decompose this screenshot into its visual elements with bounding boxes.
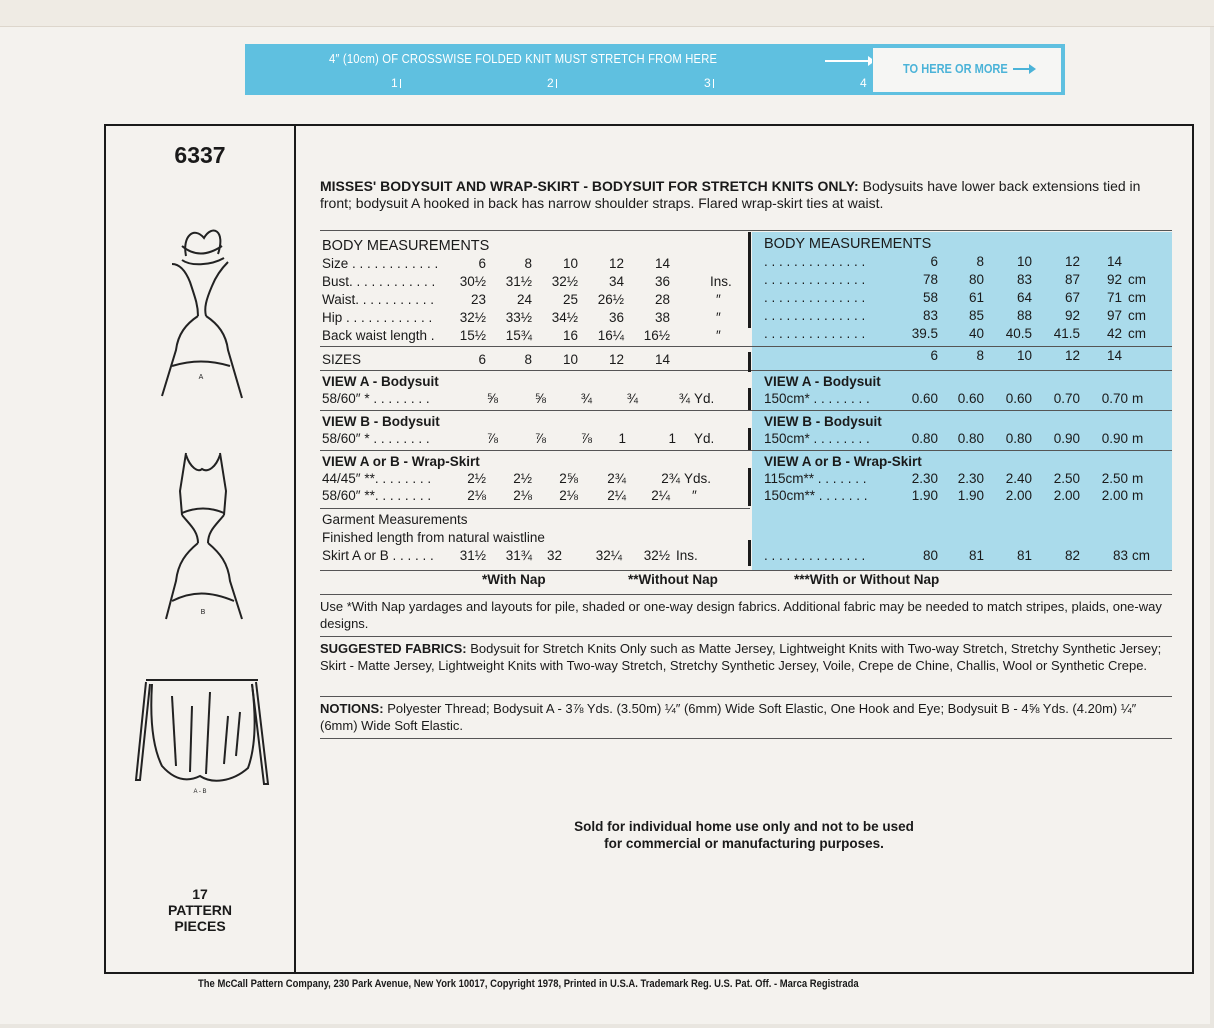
row-label: 150cm** . . . . . . . [764, 488, 868, 503]
cell: 0.70 [1101, 391, 1128, 406]
cell: 38 [654, 310, 670, 325]
cell: 36 [608, 310, 624, 325]
cell: 31½ [505, 274, 532, 289]
cell: 12 [1064, 254, 1080, 269]
cell: ⅞ [580, 431, 592, 446]
cell: 32¼ [595, 548, 622, 563]
cell: 2.40 [1005, 471, 1032, 486]
cell: 78 [922, 272, 938, 287]
cell: 2.00 [1053, 488, 1080, 503]
row-label: Hip . . . . . . . . . . . . [322, 310, 433, 325]
row-label: . . . . . . . . . . . . . . [764, 308, 866, 323]
cell: 10 [562, 256, 578, 271]
cell: 67 [1064, 290, 1080, 305]
fabrics-text: Bodysuit for Stretch Knits Only such as Matte Jersey, Lightweight Knits with Two-way Stretch, Stretchy Synthetic Jersey; Skirt - Matte Jersey, Lightweight Knits with Two-way Stretch, Stretchy Synthetic Jersey, Voile, Crepe de Chine, Challis, Wool or Synthetic Crepe. [320, 641, 1162, 673]
gauge-tick: 4 [860, 76, 867, 90]
row-label: 115cm** . . . . . . . [764, 471, 867, 486]
cell: 88 [1016, 308, 1032, 323]
cell: 2.30 [911, 471, 938, 486]
cell: 2⅛ [467, 488, 486, 503]
cell: ⅞ [534, 431, 546, 446]
metric-heading: BODY MEASUREMENTS [764, 236, 932, 252]
cell: 2.50 [1053, 471, 1080, 486]
row-label: 150cm* . . . . . . . . [764, 431, 870, 446]
pattern-details [296, 126, 1192, 972]
cell: 15¾ [505, 328, 532, 343]
size: 6 [930, 348, 938, 363]
cell: 58 [922, 290, 938, 305]
cell: 14 [654, 256, 670, 271]
pieces-number: 17 [192, 886, 208, 902]
size: 10 [562, 352, 578, 367]
cell: ¾ [580, 391, 592, 406]
garment-heading: Garment Measurements [322, 512, 468, 527]
bodysuit-b-sketch-icon [146, 451, 256, 621]
row-label: . . . . . . . . . . . . . . [764, 326, 866, 341]
arrow-right-icon [825, 60, 871, 62]
row-label: Size . . . . . . . . . . . . [322, 256, 439, 271]
cell: 14 [1106, 254, 1122, 269]
cell: 15½ [459, 328, 486, 343]
cell: 2¼ [607, 488, 626, 503]
cell: 26½ [597, 292, 624, 307]
unit: m [1132, 391, 1144, 406]
suggested-fabrics [320, 640, 1172, 674]
unit: Ins. [710, 274, 732, 289]
stretch-gauge [245, 44, 1065, 95]
unit: cm [1132, 548, 1150, 563]
cell: ⅝ [534, 391, 546, 406]
cell: ¾ [626, 391, 638, 406]
cell: 8 [524, 256, 532, 271]
cell: 92 [1106, 272, 1122, 287]
cell: 2⅛ [559, 488, 578, 503]
pattern-info-frame [104, 124, 1194, 974]
garment-subheading: Finished length from natural waistline [322, 530, 545, 545]
view-b-title: VIEW B - Bodysuit [322, 414, 440, 429]
cell: 2¾ [661, 471, 680, 486]
svg-text:B: B [200, 609, 206, 616]
pattern-description [320, 178, 1172, 212]
svg-text:A: A [198, 374, 204, 381]
gauge-tick: 1 [391, 76, 401, 90]
cell: 6 [478, 256, 486, 271]
view-b-title-metric: VIEW B - Bodysuit [764, 414, 882, 429]
cell: 30½ [459, 274, 486, 289]
unit: cm [1128, 272, 1146, 287]
cell: 10 [1016, 254, 1032, 269]
cell: 23 [470, 292, 486, 307]
row-label: 150cm* . . . . . . . . [764, 391, 870, 406]
cell: 81 [968, 548, 984, 563]
cell: 16 [562, 328, 578, 343]
cell: 0.60 [957, 391, 984, 406]
cell: 42 [1106, 326, 1122, 341]
size: 12 [1064, 348, 1080, 363]
wrap-skirt-title: VIEW A or B - Wrap-Skirt [322, 454, 480, 469]
cell: 81 [1016, 548, 1032, 563]
cell: 87 [1064, 272, 1080, 287]
wrap-skirt-title-metric: VIEW A or B - Wrap-Skirt [764, 454, 922, 469]
cell: 0.70 [1053, 391, 1080, 406]
cell: 2.00 [1005, 488, 1032, 503]
unit: cm [1128, 290, 1146, 305]
cell: 24 [516, 292, 532, 307]
row-label: Waist. . . . . . . . . . . [322, 292, 435, 307]
envelope-flap-fold [0, 0, 1214, 27]
row-label: . . . . . . . . . . . . . . [764, 290, 866, 305]
row-label: 58/60″ * . . . . . . . . [322, 391, 430, 406]
usage-disclaimer [296, 818, 1192, 852]
cell: 2½ [513, 471, 532, 486]
imperial-heading: BODY MEASUREMENTS [322, 238, 490, 254]
cell: 80 [922, 548, 938, 563]
cell: 41.5 [1053, 326, 1080, 341]
publisher-footer: The McCall Pattern Company, 230 Park Avenue, New York 10017, Copyright 1978, Printed in U.S.A. Trademark Reg. U.S. Pat. Off. - Marca Registrada [198, 978, 859, 990]
pattern-description-text: Bodysuits have lower back extensions tied in front; bodysuit A hooked in back has narrow shoulder straps. Flared wrap-skirt ties at waist. [320, 178, 1141, 211]
cell: 0.90 [1101, 431, 1128, 446]
pattern-title: MISSES' BODYSUIT AND WRAP-SKIRT - BODYSUIT FOR STRETCH KNITS ONLY: [320, 178, 859, 194]
cell: 2.30 [957, 471, 984, 486]
cell: 97 [1106, 308, 1122, 323]
stretch-target-box [872, 47, 1062, 93]
cell: 0.80 [911, 431, 938, 446]
cell: 2¼ [651, 488, 670, 503]
gauge-tick: 2 [547, 76, 557, 90]
row-label: . . . . . . . . . . . . . . [764, 254, 866, 269]
unit: Yds. [684, 471, 712, 486]
unit: ″ [692, 488, 697, 503]
legend-with-or-without-nap: ***With or Without Nap [794, 572, 940, 587]
cell: 2⅝ [559, 471, 578, 486]
legend-with-nap: *With Nap [482, 572, 546, 587]
cell: 2½ [467, 471, 486, 486]
cell: 0.80 [957, 431, 984, 446]
cell: 83 [922, 308, 938, 323]
cell: 32½ [459, 310, 486, 325]
row-label: 58/60″ * . . . . . . . . [322, 431, 430, 446]
cell: 33½ [505, 310, 532, 325]
cell: 61 [968, 290, 984, 305]
pattern-number: 6337 [174, 142, 226, 168]
gauge-tick: 3 [704, 76, 714, 90]
unit: ″ [716, 310, 721, 325]
stretch-target-label: TO HERE OR MORE [903, 61, 1008, 76]
pieces-label: PIECES [174, 918, 226, 934]
cell: 40 [968, 326, 984, 341]
cell: 83 [1112, 548, 1128, 563]
notions-label: NOTIONS: [320, 701, 384, 716]
cell: 32½ [551, 274, 578, 289]
wrap-skirt-sketch-icon [132, 676, 274, 796]
pieces-label: PATTERN [167, 902, 233, 918]
cell: 31½ [459, 548, 486, 563]
cell: 34 [608, 274, 624, 289]
cell: 12 [608, 256, 624, 271]
cell: 85 [968, 308, 984, 323]
cell: 28 [654, 292, 670, 307]
notions [320, 700, 1172, 734]
unit: m [1132, 488, 1144, 503]
cell: ⅞ [486, 431, 498, 446]
unit: cm [1128, 308, 1146, 323]
sizes-label: SIZES [322, 352, 362, 367]
cell: 16¼ [597, 328, 624, 343]
svg-text:A - B: A - B [193, 789, 207, 795]
cell: 6 [930, 254, 938, 269]
size: 14 [1106, 348, 1122, 363]
size: 6 [478, 352, 486, 367]
row-label: 44/45″ **. . . . . . . . [322, 471, 432, 486]
row-label: 58/60″ **. . . . . . . . [322, 488, 432, 503]
nap-note: Use *With Nap yardages and layouts for pile, shaded or one-way design fabrics. Additional fabric may be needed to match stripes, plaids, one-way designs. [320, 599, 1162, 631]
cell: ⅝ [486, 391, 498, 406]
bodysuit-a-sketch-icon [146, 216, 256, 406]
unit: ″ [716, 292, 721, 307]
cell: 25 [562, 292, 578, 307]
cell: 1.90 [957, 488, 984, 503]
cell: 32 [546, 548, 562, 563]
cell: 92 [1064, 308, 1080, 323]
size: 8 [976, 348, 984, 363]
cell: 1.90 [911, 488, 938, 503]
cell: 2⅛ [513, 488, 532, 503]
cell: 36 [654, 274, 670, 289]
disclaimer-line: for commercial or manufacturing purposes. [604, 836, 884, 851]
row-label: . . . . . . . . . . . . . . [764, 272, 866, 287]
disclaimer-line: Sold for individual home use only and not to be used [574, 819, 914, 834]
cell: 39.5 [911, 326, 938, 341]
unit: m [1132, 431, 1144, 446]
cell: 34½ [551, 310, 578, 325]
view-a-title-metric: VIEW A - Bodysuit [764, 374, 881, 389]
cell: 8 [976, 254, 984, 269]
stretch-instruction: 4″ (10cm) OF CROSSWISE FOLDED KNIT MUST STRETCH FROM HERE [329, 52, 718, 66]
cell: 0.60 [911, 391, 938, 406]
unit: m [1132, 471, 1144, 486]
legend-without-nap: **Without Nap [628, 572, 718, 587]
unit: cm [1128, 326, 1146, 341]
cell: 64 [1016, 290, 1032, 305]
cell: 40.5 [1005, 326, 1032, 341]
cell: 2¾ [607, 471, 626, 486]
row-label: Bust. . . . . . . . . . . . [322, 274, 436, 289]
cell: 32½ [643, 548, 670, 563]
view-a-title: VIEW A - Bodysuit [322, 374, 439, 389]
row-label: Skirt A or B . . . . . . [322, 548, 434, 563]
size: 8 [524, 352, 532, 367]
cell: 0.80 [1005, 431, 1032, 446]
unit: ″ [716, 328, 721, 343]
cell: 83 [1016, 272, 1032, 287]
sketch-column [106, 126, 296, 972]
fabrics-label: SUGGESTED FABRICS: [320, 641, 467, 656]
cell: ¾ [678, 391, 690, 406]
row-label: Back waist length . [322, 328, 435, 343]
cell: 1 [668, 431, 676, 446]
pattern-pieces-count [106, 886, 294, 934]
size: 12 [608, 352, 624, 367]
row-label: . . . . . . . . . . . . . . [764, 548, 866, 563]
unit: Yd. [694, 431, 715, 446]
cell: 2.50 [1101, 471, 1128, 486]
notions-text: Polyester Thread; Bodysuit A - 3⅞ Yds. (3.50m) ¼″ (6mm) Wide Soft Elastic, One Hook and Eye; Bodysuit B - 4⅝ Yds. (4.20m) ¼″ (6mm) Wide Soft Elastic. [320, 701, 1137, 733]
cell: 0.90 [1053, 431, 1080, 446]
size: 14 [654, 352, 670, 367]
cell: 71 [1106, 290, 1122, 305]
size: 10 [1016, 348, 1032, 363]
cell: 16½ [643, 328, 670, 343]
unit: Ins. [676, 548, 698, 563]
cell: 31¾ [505, 548, 532, 563]
cell: 2.00 [1101, 488, 1128, 503]
cell: 80 [968, 272, 984, 287]
cell: 82 [1064, 548, 1080, 563]
cell: 1 [618, 431, 626, 446]
cell: 0.60 [1005, 391, 1032, 406]
unit: Yd. [694, 391, 715, 406]
arrow-right-icon [1013, 68, 1031, 70]
